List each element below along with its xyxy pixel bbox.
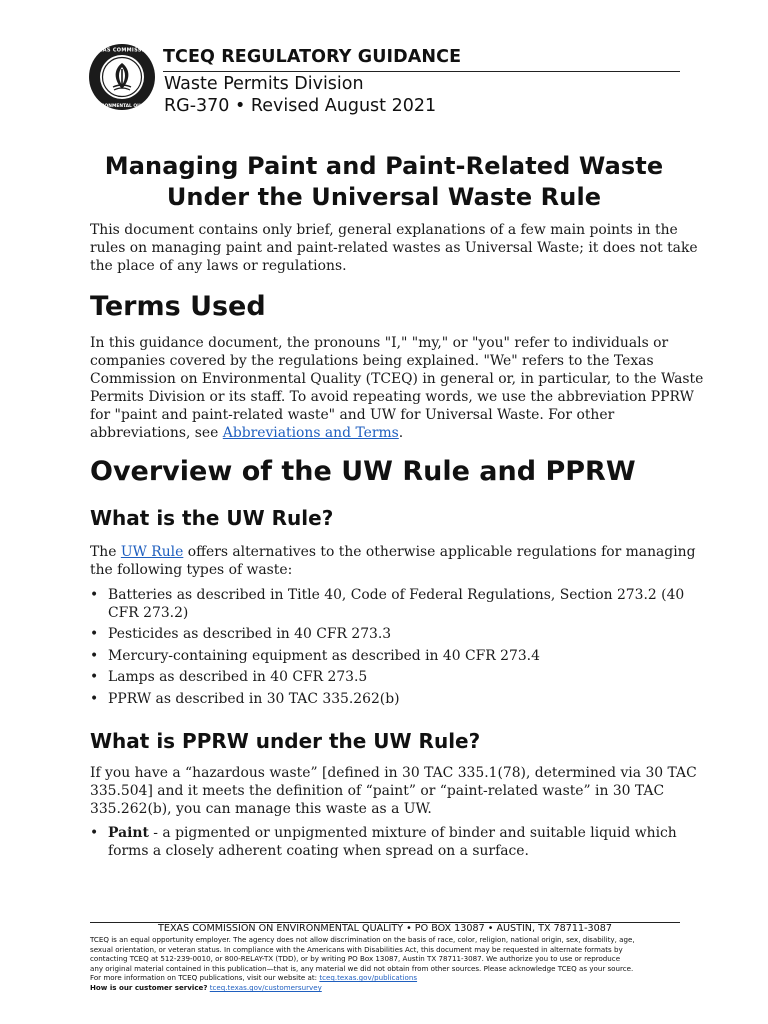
bullet-icon: • [90, 648, 99, 664]
footer-fine-print [90, 935, 690, 983]
bullet-item [90, 586, 690, 622]
intro-line: the place of any laws or regulations. [90, 258, 347, 274]
bullet-item [90, 647, 690, 665]
survey-prompt: How is our customer service? [90, 983, 208, 992]
paint-definition-item [90, 824, 690, 860]
header-divider [163, 71, 680, 72]
publications-link[interactable]: tceq.texas.gov/publications [319, 973, 418, 983]
terms-line: for "paint and paint-related waste" and UW for Universal Waste. For other [90, 407, 615, 423]
terms-heading: Terms Used [90, 291, 266, 322]
bullet-text: Batteries as described in Title 40, Code of Federal Regulations, Section 273.2 (40 [108, 587, 685, 603]
paint-term: Paint [108, 825, 149, 841]
fine-print-line: TCEQ is an equal opportunity employer. The agency does not allow discrimination on the basis of race, color, religion, national origin, sex, disability, age, [90, 935, 635, 944]
revision-info: RG-370 • Revised August 2021 [164, 96, 437, 116]
pprw-line: 335.262(b), you can manage this waste as a UW. [90, 801, 432, 817]
pprw-paragraph [90, 764, 697, 818]
bullet-text: Mercury-containing equipment as described in 40 CFR 273.4 [108, 648, 540, 664]
intro-line: This document contains only brief, general explanations of a few main points in the [90, 222, 678, 238]
intro-line: rules on managing paint and paint-related wastes as Universal Waste; it does not take [90, 240, 698, 256]
title-line: Managing Paint and Paint-Related Waste [104, 152, 664, 180]
pprw-line: If you have a “hazardous waste” [defined in 30 TAC 335.1(78), determined via 30 TAC [90, 765, 697, 781]
terms-paragraph [90, 334, 704, 442]
bullet-text: PPRW as described in 30 TAC 335.262(b) [108, 691, 400, 707]
pprw-heading: What is PPRW under the UW Rule? [90, 729, 481, 753]
bullet-icon: • [90, 825, 99, 841]
bullet-icon: • [90, 669, 99, 685]
pprw-line: 335.504] and it meets the definition of “paint” or “paint-related waste” in 30 TAC [90, 783, 665, 799]
bullet-text: Pesticides as described in 40 CFR 273.3 [108, 626, 392, 642]
customer-survey-link[interactable]: tceq.texas.gov/customersurvey [209, 983, 322, 992]
guidance-label: TCEQ REGULATORY GUIDANCE [163, 47, 462, 67]
abbreviations-link[interactable]: Abbreviations and Terms [222, 425, 399, 441]
terms-last-prefix: abbreviations, see [90, 425, 223, 441]
document-title [0, 151, 768, 213]
terms-line: Commission on Environmental Quality (TCEQ) in general or, in particular, to the Waste [90, 371, 704, 387]
uw-rule-rest: offers alternatives to the otherwise applicable regulations for managing [183, 544, 696, 560]
paint-definition-text: - a pigmented or unpigmented mixture of binder and suitable liquid which [148, 825, 677, 841]
division-name: Waste Permits Division [164, 74, 364, 94]
bullet-icon: • [90, 626, 99, 642]
uw-rule-paragraph [90, 543, 696, 579]
bullet-text: CFR 273.2) [108, 605, 189, 621]
bullet-icon: • [90, 691, 99, 707]
fine-print-line: sexual orientation, or veteran status. In compliance with the Americans with Disabilities Act, this document may be requested in alternate formats by [90, 944, 623, 954]
fine-print-line [90, 973, 690, 983]
terms-line: companies covered by the regulations being explained. "We" refers to the Texas [90, 353, 654, 369]
uw-rule-line [90, 543, 696, 561]
fine-print-line: contacting TCEQ at 512-239-0010, or 800-RELAY-TX (TDD), or by writing PO Box 13087, Austin TX 78711-3087. We authorize you to use or reproduce [90, 954, 621, 964]
terms-last-line [90, 424, 690, 442]
publications-prefix: For more information on TCEQ publications, visit our website at: [90, 973, 320, 983]
uw-rule-line: the following types of waste: [90, 562, 293, 578]
paint-definition-line: forms a closely adherent coating when spread on a surface. [108, 843, 529, 859]
customer-survey-line [90, 983, 322, 992]
terms-last-suffix: . [398, 425, 404, 441]
bullet-icon: • [90, 587, 99, 603]
bullet-item [90, 690, 690, 708]
title-line: Under the Universal Waste Rule [166, 183, 602, 211]
intro-paragraph [90, 221, 698, 275]
svg-text:ENVIRONMENTAL QUALITY: ENVIRONMENTAL QUALITY [89, 104, 155, 109]
uw-rule-heading: What is the UW Rule? [90, 506, 334, 530]
tceq-seal-logo [88, 43, 156, 111]
svg-text:TEXAS COMMISSION: TEXAS COMMISSION [91, 47, 153, 54]
bullet-text: Lamps as described in 40 CFR 273.5 [108, 669, 368, 685]
footer-address: TEXAS COMMISSION ON ENVIRONMENTAL QUALITY • PO BOX 13087 • AUSTIN, TX 78711-3087 [158, 923, 612, 934]
uw-rule-prefix: The [90, 544, 121, 560]
overview-heading: Overview of the UW Rule and PPRW [90, 456, 636, 487]
bullet-item [90, 625, 690, 643]
terms-line: Permits Division or its staff. To avoid repeating words, we use the abbreviation PPRW [90, 389, 694, 405]
paint-definition-line [108, 824, 677, 842]
terms-line: In this guidance document, the pronouns "I," "my," or "you" refer to individuals or [90, 335, 669, 351]
uw-rule-link[interactable]: UW Rule [120, 544, 184, 560]
fine-print-line: any original material contained in this publication—that is, any material we did not obtain from other sources. Please acknowledge TCEQ as your source. [90, 963, 634, 973]
bullet-item [90, 668, 690, 686]
